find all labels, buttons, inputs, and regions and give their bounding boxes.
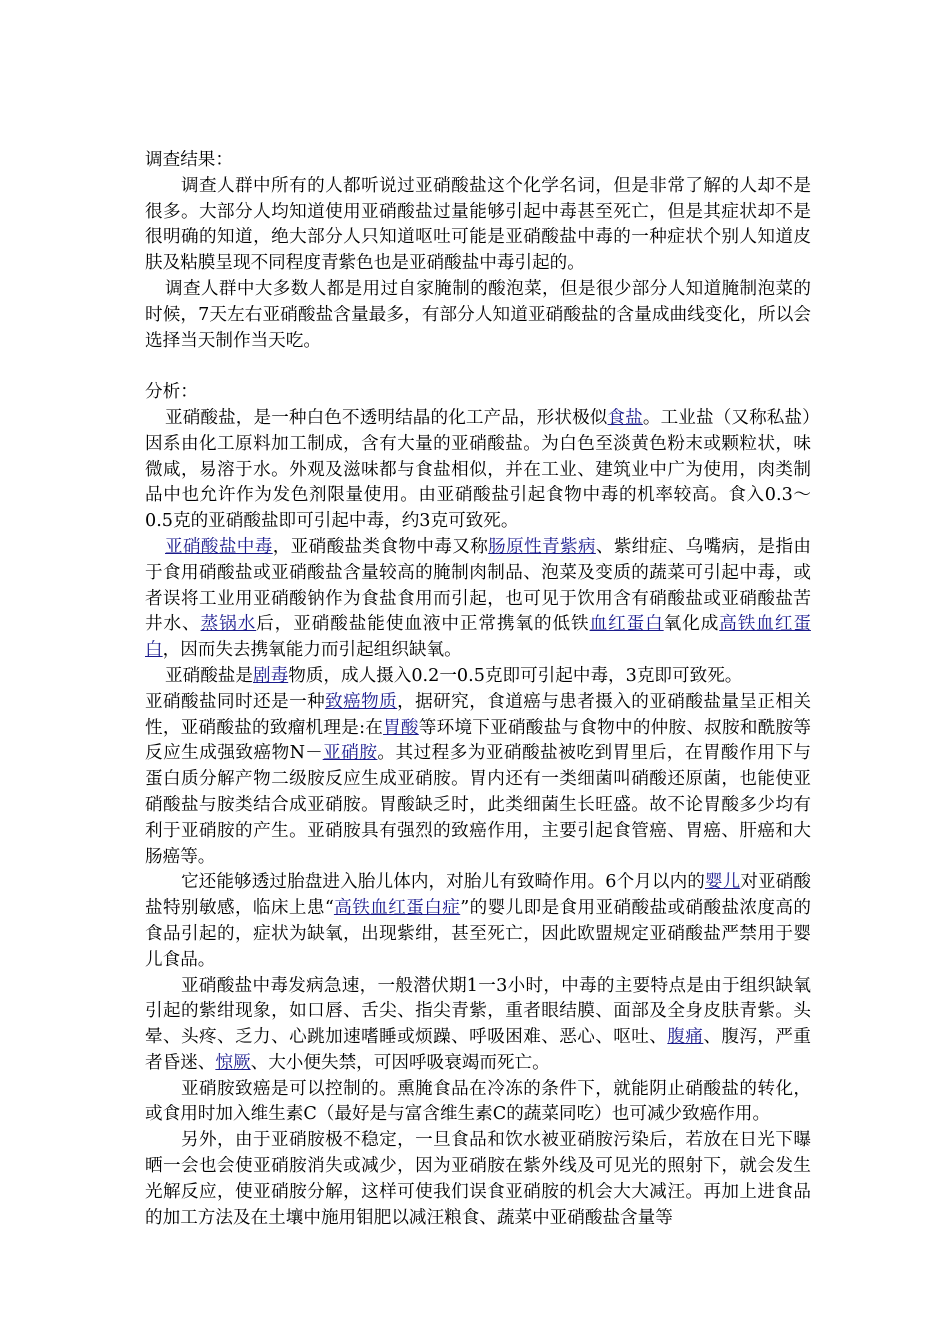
text-run: 。其过程多为亚硝酸盐被吃到胃里后，在胃酸作用下与蛋白质分解产物二级胺反应生成亚硝胺。胃内还有一类细菌叫硝酸还原菌，也能使亚硝酸盐与胺类结合成亚硝胺。胃酸缺乏时，此类细菌生长旺盛。故不论胃酸多少均有利于亚硝胺的产生。亚硝胺具有强烈的致癌作用，主要引起食管癌、胃癌、肝癌和大肠癌等。 (145, 743, 811, 867)
link-gastric-acid[interactable]: 胃酸 (383, 717, 419, 738)
survey-paragraph-1: 调查人群中所有的人都听说过亚硝酸盐这个化学名词，但是非常了解的人却不是很多。大部分人均知道使用亚硝酸盐过量能够引起中毒甚至死亡，但是其症状却不是很明确的知道，绝大部分人只知道呕吐可能是亚硝酸盐中毒的一种症状个别人知道皮肤及粘膜呈现不同程度青紫色也是亚硝酸盐中毒引起的。 (145, 175, 811, 274)
section-gap (145, 354, 811, 380)
text-run: 它还能够透过胎盘进入胎儿体内，对胎儿有致畸作用。6个月以内的 (181, 872, 705, 893)
link-convulsion[interactable]: 惊厥 (215, 1052, 251, 1073)
analysis-paragraph-7: 亚硝胺致癌是可以控制的。熏腌食品在冷冻的条件下，就能阴止硝酸盐的转化，或食用时加入维生素C（最好是与富含维生素C的蔬菜同吃）也可减少致癌作用。 (145, 1078, 811, 1125)
link-steamer-water[interactable]: 蒸锅水 (200, 614, 257, 635)
analysis-paragraph-4 (145, 690, 811, 871)
survey-paragraph-2: 调查人群中大多数人都是用过自家腌制的酸泡菜，但是很少部分人知道腌制泡菜的时候，7天左右亚硝酸盐含量最多，有部分人知道亚硝酸盐的含量成曲线变化，所以会选择当天制作当天吃。 (145, 278, 811, 351)
link-nitrite-poisoning[interactable]: 亚硝酸盐中毒 (165, 536, 273, 557)
analysis-paragraph-1 (145, 406, 811, 535)
analysis-paragraph-5 (145, 870, 811, 973)
link-abdominal-pain[interactable]: 腹痛 (667, 1027, 704, 1048)
link-table-salt[interactable]: 食盐 (607, 407, 643, 428)
survey-results-heading: 调查结果： (145, 150, 233, 170)
text-run: 等环境下亚硝酸盐与食物中的仲胺、叔胺和酰胺等反应生成强致癌物N－ (145, 717, 811, 764)
link-nitrosamine[interactable]: 亚硝胺 (322, 743, 378, 764)
link-methemoglobinemia[interactable]: 高铁血红蛋白症 (333, 898, 461, 919)
text-run: ，因而失去携氧能力而引起组织缺氧。 (162, 640, 462, 661)
analysis-paragraph-3 (145, 664, 811, 690)
text-run: 、腹泻，严重者昏迷、 (145, 1027, 811, 1073)
text-run: 对亚硝酸盐特别敏感，临床上患“ (145, 872, 811, 919)
analysis-paragraph-2 (145, 535, 811, 664)
text-run: 、大小便失禁，可因呼吸衰竭而死亡。 (250, 1052, 550, 1073)
link-enterogenous-cyanosis[interactable]: 肠原性青紫病 (488, 536, 596, 557)
document-body (145, 148, 811, 1231)
analysis-heading: 分析： (145, 382, 198, 403)
text-run: 亚硝酸盐同时还是一种 (145, 691, 326, 712)
text-run: 、紫绀症、乌嘴病，是指由于食用硝酸盐或亚硝酸盐含量较高的腌制肉制品、泡菜及变质的蔬菜可引起中毒，或者误将工业用亚硝酸钠作为食盐食用而引起，也可见于饮用含有硝酸盐或亚硝酸盐苦井水、 (145, 536, 811, 635)
link-highly-toxic[interactable]: 剧毒 (252, 665, 289, 686)
link-hemoglobin[interactable]: 血红蛋白 (589, 614, 664, 635)
text-run: 亚硝酸盐是 (165, 665, 253, 686)
link-infant[interactable]: 婴儿 (704, 872, 741, 893)
text-run: ”的婴儿即是食用亚硝酸盐或硝酸盐浓度高的食品引起的，症状为缺氧，出现紫绀，甚至死亡，因此欧盟规定亚硝酸盐严禁用于婴儿食品。 (145, 898, 811, 970)
text-run: 物质，成人摄入0.2一0.5克即可引起中毒，3克即可致死。 (288, 665, 743, 686)
text-run: 氧化成 (663, 614, 720, 635)
link-methemoglobin[interactable]: 高铁血红蛋白 (145, 614, 811, 661)
analysis-paragraph-8: 另外，由于亚硝胺极不稳定，一旦食品和饮水被亚硝胺污染后，若放在日光下曝晒一会也会使亚硝胺消失或减少，因为亚硝胺在紫外线及可见光的照射下，就会发生光解反应，使亚硝胺分解，这样可使我们误食亚硝胺的机会大大减汪。再加上进食品的加工方法及在土壤中施用钼肥以减汪粮食、蔬菜中亚硝酸盐含量等 (145, 1130, 811, 1228)
text-run: ，据研究，食道癌与患者摄入的亚硝酸盐量呈正相关性，亚硝酸盐的致瘤机理是:在 (145, 691, 811, 738)
analysis-paragraph-6 (145, 974, 811, 1077)
text-run: 亚硝酸盐中毒发病急速，一般潜伏期1一3小时，中毒的主要特点是由于组织缺氧引起的紫绀现象，如口唇、舌尖、指尖青紫，重者眼结膜、面部及全身皮肤青紫。头晕、头疼、乏力、心跳加速嗜睡或烦躁、呼吸困难、恶心、呕吐、 (145, 975, 811, 1048)
text-run: 后，亚硝酸盐能使血液中正常携氧的低铁 (256, 614, 590, 635)
text-run: 亚硝酸盐，是一种白色不透明结晶的化工产品，形状极似 (165, 407, 608, 428)
text-run: ，亚硝酸盐类食物中毒又称 (272, 536, 489, 557)
text-run: 。工业盐（又称私盐）因系由化工原料加工制成，含有大量的亚硝酸盐。为白色至淡黄色粉末或颗粒状，味微咸，易溶于水。外观及滋味都与食盐相似，并在工业、建筑业中广为使用，肉类制品中也允许作为发色剂限量使用。由亚硝酸盐引起食物中毒的机率较高。食入0.3～0.5克的亚硝酸盐即可引起中毒，约3克可致死。 (145, 407, 811, 532)
link-carcinogen[interactable]: 致癌物质 (325, 691, 398, 712)
